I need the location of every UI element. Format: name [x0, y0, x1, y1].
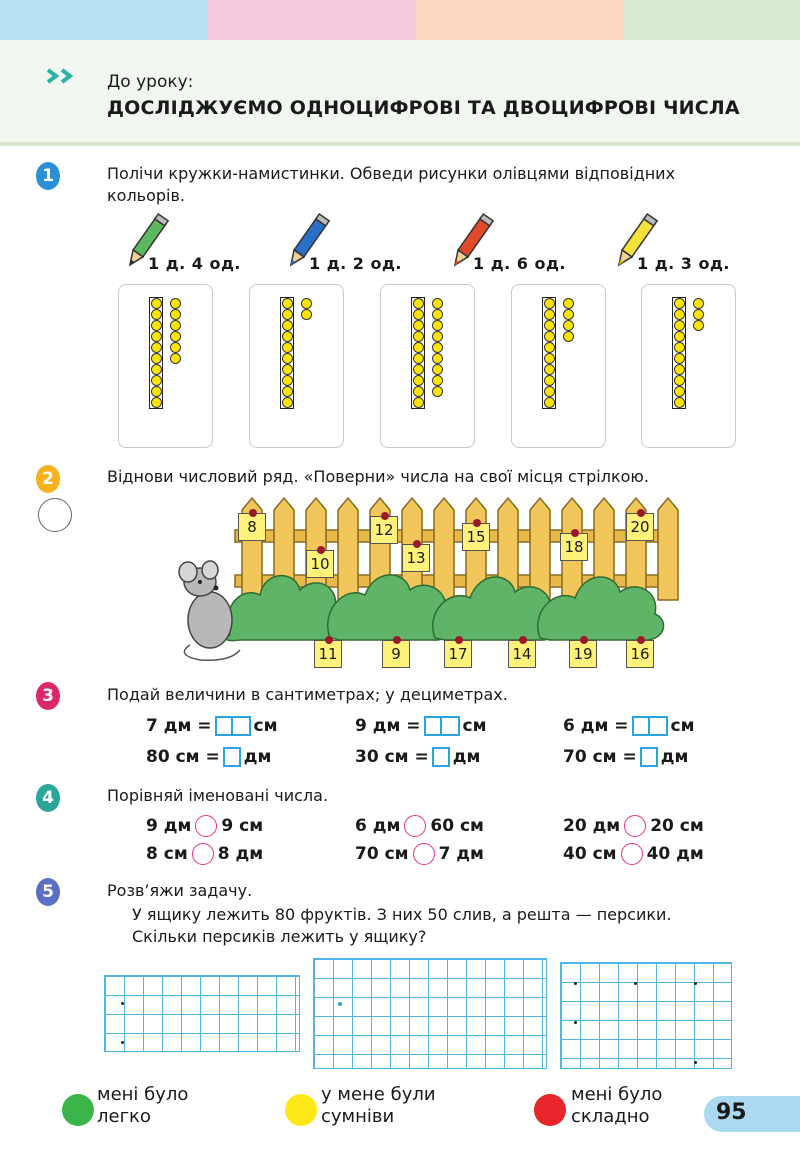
answer-box[interactable]	[223, 747, 241, 767]
ones-beads	[170, 298, 181, 364]
bead	[282, 298, 293, 309]
grid-dot	[694, 982, 697, 985]
answer-boxes[interactable]	[632, 716, 668, 736]
bead	[413, 331, 424, 342]
header-band-peach	[416, 0, 624, 40]
task-1-text-line1: Полічи кружки-намистинки. Обведи рисунки олівцями відповідних	[107, 164, 676, 183]
number-tag-label: 10	[310, 555, 330, 573]
fence-number-tag[interactable]	[462, 523, 490, 551]
number-tag-label: 17	[448, 645, 468, 663]
bead	[674, 320, 685, 331]
number-tag-label: 15	[466, 528, 486, 546]
bead	[282, 353, 293, 364]
bead	[413, 353, 424, 364]
bead	[674, 353, 685, 364]
pin-icon	[571, 529, 579, 537]
grid-dot	[121, 1041, 124, 1044]
number-tag-label: 9	[391, 645, 401, 663]
pin-icon	[455, 636, 463, 644]
mood-hard-label: мені було складно	[571, 1084, 663, 1127]
grid-dot	[121, 1002, 124, 1005]
bead	[282, 386, 293, 397]
bead	[282, 342, 293, 353]
pin-icon	[473, 519, 481, 527]
fence-number-tag[interactable]	[306, 550, 334, 578]
bead	[544, 298, 555, 309]
comparison-item: 9 дм 9 см	[146, 816, 264, 836]
ones-beads	[301, 298, 312, 320]
bead	[413, 342, 424, 353]
bead	[544, 309, 555, 320]
task-number-3: 3	[36, 682, 60, 710]
ten-bead-bar	[280, 297, 294, 409]
pin-icon	[381, 512, 389, 520]
bead-card[interactable]	[641, 284, 736, 448]
pin-icon	[317, 546, 325, 554]
pin-icon	[637, 636, 645, 644]
grid-dot	[574, 982, 577, 985]
pin-icon	[413, 540, 421, 548]
pencil-label-1: 1 д. 4 од.	[148, 254, 241, 273]
answer-grid-1[interactable]	[104, 975, 300, 1052]
ground-number-tag[interactable]	[314, 640, 342, 668]
bead	[544, 342, 555, 353]
bead	[170, 331, 181, 342]
task-3-text: Подай величини в сантиметрах; у дециметрах.	[107, 685, 508, 704]
bead	[151, 375, 162, 386]
comparison-circle[interactable]	[413, 843, 435, 865]
conversion-item: 7 дм = см	[146, 716, 278, 736]
task-1-text-line2: кольорів.	[107, 186, 186, 205]
ground-number-tag[interactable]	[569, 640, 597, 668]
bead	[544, 397, 555, 408]
pencil-label-2: 1 д. 2 од.	[309, 254, 402, 273]
comparison-item: 20 дм 20 см	[563, 816, 704, 836]
mouse-icon	[179, 561, 240, 660]
conversion-item: 30 см = дм	[355, 747, 481, 767]
bead	[413, 364, 424, 375]
comparison-circle[interactable]	[621, 843, 643, 865]
conversion-item: 6 дм = см	[563, 716, 695, 736]
bead	[432, 298, 443, 309]
comparison-circle[interactable]	[192, 843, 214, 865]
header-band-pink	[208, 0, 416, 40]
mood-doubt-circle[interactable]	[285, 1094, 317, 1126]
bead	[413, 309, 424, 320]
pin-icon	[249, 509, 257, 517]
mood-easy-label: мені було легко	[97, 1084, 189, 1127]
bead	[563, 309, 574, 320]
number-tag-label: 16	[630, 645, 650, 663]
task-number-5: 5	[36, 878, 60, 906]
bead	[151, 320, 162, 331]
ten-bead-bar	[149, 297, 163, 409]
bead	[544, 353, 555, 364]
lesson-header	[0, 40, 800, 146]
ground-number-tag[interactable]	[508, 640, 536, 668]
number-tag-label: 20	[630, 518, 650, 536]
bead	[413, 298, 424, 309]
fence-number-tag[interactable]	[560, 533, 588, 561]
bead	[544, 375, 555, 386]
bead	[413, 397, 424, 408]
ten-bead-bar	[542, 297, 556, 409]
comparison-circle[interactable]	[195, 815, 217, 837]
answer-box[interactable]	[640, 747, 658, 767]
bead	[544, 331, 555, 342]
header-band-green	[624, 0, 800, 40]
bead	[693, 309, 704, 320]
grid-dot	[338, 1002, 342, 1006]
mood-doubt-label: у мене були сумніви	[321, 1084, 436, 1127]
number-tag-label: 11	[318, 645, 338, 663]
ones-beads	[693, 298, 704, 331]
conversion-item: 70 см = дм	[563, 747, 689, 767]
bead	[674, 342, 685, 353]
bead	[170, 353, 181, 364]
answer-circle[interactable]	[38, 498, 72, 532]
header-band-blue	[0, 0, 208, 40]
bead	[151, 353, 162, 364]
lesson-title: ДОСЛІДЖУЄМО ОДНОЦИФРОВІ ТА ДВОЦИФРОВІ ЧИСЛА	[107, 97, 740, 119]
bead	[674, 375, 685, 386]
bead	[432, 353, 443, 364]
ground-number-tag[interactable]	[626, 640, 654, 668]
fence-number-tag[interactable]	[238, 513, 266, 541]
pin-icon	[325, 636, 333, 644]
bead	[693, 298, 704, 309]
ten-bead-bar	[411, 297, 425, 409]
bead	[432, 320, 443, 331]
task-number-4: 4	[36, 784, 60, 812]
task-5-text: Розв’яжи задачу.	[107, 881, 253, 900]
bead	[674, 364, 685, 375]
bead	[301, 309, 312, 320]
pin-icon	[580, 636, 588, 644]
comparison-item: 8 см 8 дм	[146, 844, 264, 864]
bead	[674, 331, 685, 342]
task-5-problem-line2: Скільки персиків лежить у ящику?	[132, 927, 427, 946]
answer-grid-3[interactable]	[560, 962, 732, 1069]
number-tag-label: 18	[564, 538, 584, 556]
number-tag-label: 19	[573, 645, 593, 663]
fence-number-tag[interactable]	[402, 544, 430, 572]
conversion-item: 80 см = дм	[146, 747, 272, 767]
answer-boxes[interactable]	[215, 716, 251, 736]
task-2-text: Віднови числовий ряд. «Поверни» числа на свої місця стрілкою.	[107, 467, 649, 486]
grid-dot	[694, 1061, 697, 1064]
bead	[282, 320, 293, 331]
ones-beads	[563, 298, 574, 342]
bead	[544, 386, 555, 397]
answer-grid-2[interactable]	[313, 958, 547, 1069]
bead	[674, 386, 685, 397]
answer-boxes[interactable]	[424, 716, 460, 736]
bead	[432, 331, 443, 342]
number-tag-label: 8	[247, 518, 257, 536]
bead	[674, 309, 685, 320]
ones-beads	[432, 298, 443, 397]
bead	[544, 320, 555, 331]
bead	[563, 320, 574, 331]
grid-dot	[634, 982, 637, 985]
bead	[432, 375, 443, 386]
bead	[432, 309, 443, 320]
bead-card[interactable]	[118, 284, 213, 448]
bead	[282, 397, 293, 408]
ground-number-tag[interactable]	[444, 640, 472, 668]
answer-box[interactable]	[432, 747, 450, 767]
number-tag-label: 13	[406, 549, 426, 567]
bead	[151, 342, 162, 353]
bead-card[interactable]	[380, 284, 475, 448]
bead-card[interactable]	[249, 284, 344, 448]
bead	[151, 364, 162, 375]
comparison-item: 6 дм 60 см	[355, 816, 484, 836]
bead	[563, 331, 574, 342]
bead	[151, 309, 162, 320]
bead	[151, 298, 162, 309]
bead	[413, 386, 424, 397]
bead	[413, 320, 424, 331]
double-chevron-icon	[46, 68, 82, 84]
task-number-2: 2	[36, 465, 60, 493]
comparison-item: 70 см 7 дм	[355, 844, 484, 864]
task-5-problem-line1: У ящику лежить 80 фруктів. З них 50 слив, а решта — персики.	[132, 905, 672, 924]
number-tag-label: 12	[374, 521, 394, 539]
bead	[282, 375, 293, 386]
ground-number-tag[interactable]	[382, 640, 410, 668]
comparison-item: 40 см 40 дм	[563, 844, 704, 864]
grid-dot	[574, 1021, 577, 1024]
pin-icon	[519, 636, 527, 644]
pencil-label-4: 1 д. 3 од.	[637, 254, 730, 273]
task-number-1: 1	[36, 162, 60, 190]
bead	[301, 298, 312, 309]
bead-card[interactable]	[511, 284, 606, 448]
lesson-label: До уроку:	[107, 72, 194, 92]
pencil-label-3: 1 д. 6 од.	[473, 254, 566, 273]
bead	[170, 342, 181, 353]
mood-easy-circle[interactable]	[62, 1094, 94, 1126]
number-tag-label: 14	[512, 645, 532, 663]
page-number: 95	[716, 1100, 747, 1125]
fence-number-tag[interactable]	[626, 513, 654, 541]
bead	[151, 397, 162, 408]
bead	[432, 386, 443, 397]
task-4-text: Порівняй іменовані числа.	[107, 786, 329, 805]
bead	[432, 364, 443, 375]
task-5-problem	[132, 904, 732, 948]
conversion-item: 9 дм = см	[355, 716, 487, 736]
bead	[282, 364, 293, 375]
bead	[563, 298, 574, 309]
pin-icon	[393, 636, 401, 644]
bead	[674, 298, 685, 309]
comparison-circle[interactable]	[404, 815, 426, 837]
bead	[282, 331, 293, 342]
bead	[151, 331, 162, 342]
task-1-text	[107, 163, 732, 207]
bead	[170, 320, 181, 331]
bead	[544, 364, 555, 375]
bead	[170, 309, 181, 320]
comparison-circle[interactable]	[624, 815, 646, 837]
bead	[151, 386, 162, 397]
bead	[413, 375, 424, 386]
mood-hard-circle[interactable]	[534, 1094, 566, 1126]
bead	[693, 320, 704, 331]
bead	[170, 298, 181, 309]
bead	[432, 342, 443, 353]
bead	[282, 309, 293, 320]
ten-bead-bar	[672, 297, 686, 409]
pin-icon	[637, 509, 645, 517]
fence-number-tag[interactable]	[370, 516, 398, 544]
bead	[674, 397, 685, 408]
